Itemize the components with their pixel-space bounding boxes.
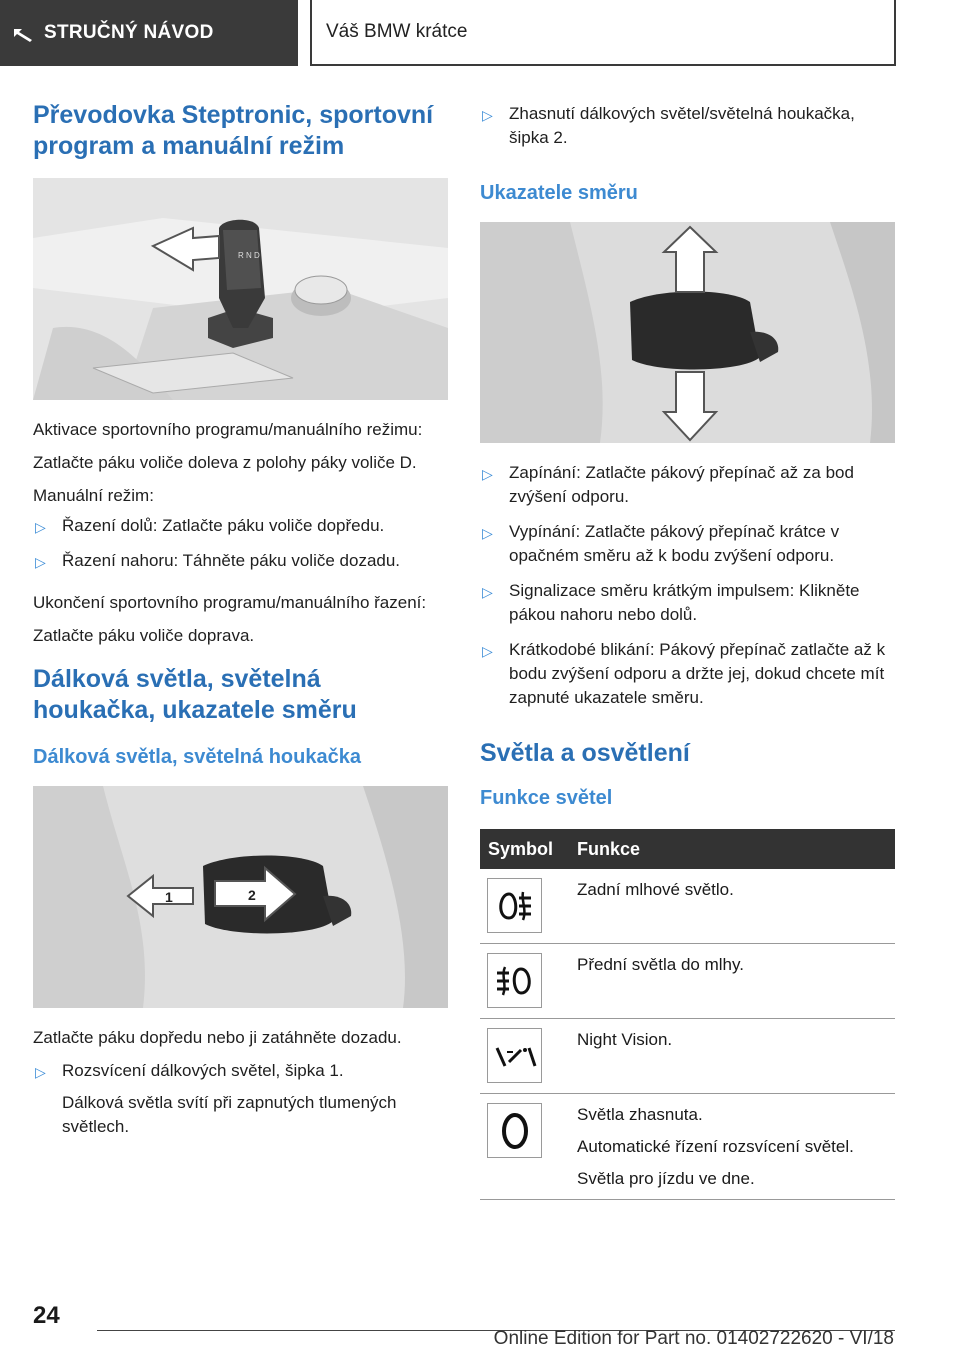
bullet-shift-down-text: Řazení dolů: Zatlačte páku voliče dopředu. (62, 516, 385, 535)
heading-lighting: Světla a osvětlení (480, 739, 690, 767)
bullet-triangle-icon: ▷ (482, 525, 493, 541)
bullet-triangle-icon: ▷ (35, 519, 46, 535)
table-row (480, 944, 895, 1019)
lights-off-icon (493, 1111, 537, 1151)
bullet-turn-off-text: Vypínání: Zatlačte pákový přepínač krátce v opačném směru až k bodu zvýšení odporu. (509, 522, 840, 565)
bullet-short-blink-text: Krátkodobé blikání: Pákový přepínač zatlačte až k bodu zvýšení odporu a držte jej, dokud chcete mít zapnuté ukazatele směru. (509, 640, 886, 707)
table-row (480, 1094, 895, 1200)
night-vision-icon (493, 1038, 537, 1074)
heading-lights: Dálková světla, světelná houkačka, ukazatele směru (33, 665, 357, 724)
front-fog-light-icon (493, 963, 537, 999)
svg-text:R N D: R N D (238, 251, 260, 260)
bullet-triangle-icon: ▷ (35, 554, 46, 570)
p-manual: Manuální režim: (33, 486, 154, 505)
function-cell (569, 1094, 895, 1200)
heading-steptronic: Převodovka Steptronic, sportovní program a manuální režim (33, 101, 434, 160)
p-push-right: Zatlačte páku voliče doprava. (33, 626, 255, 645)
edition-note: Online Edition for Part no. 01402722620 - VI/18 (493, 1328, 894, 1349)
quick-guide-icon (12, 27, 38, 43)
subheading-light-functions: Funkce světel (480, 787, 613, 809)
bullet-triangle-icon: ▷ (35, 1064, 46, 1080)
p-activation: Aktivace sportovního programu/manuálního režimu: (33, 420, 423, 439)
bullet-triangle-icon: ▷ (482, 643, 493, 659)
bullet-short-blink (480, 638, 895, 710)
page-number: 24 (33, 1302, 60, 1329)
bullet-flash-text: Zhasnutí dálkových světel/světelná houkačka, šipka 2. (509, 104, 855, 147)
high-beam-lever-image (33, 786, 448, 1008)
section-tab-label: STRUČNÝ NÁVOD (44, 22, 214, 43)
function-cell (569, 1019, 895, 1094)
function-text: Night Vision. (577, 1030, 673, 1049)
symbol-cell (480, 1094, 569, 1200)
bullet-shift-up-text: Řazení nahoru: Táhněte páku voliče dozadu. (62, 551, 401, 570)
function-text: Zadní mlhové světlo. (577, 880, 734, 899)
function-text: Světla pro jízdu ve dne. (577, 1169, 755, 1188)
bullet-flash (480, 102, 895, 150)
gear-selector-image (33, 178, 448, 400)
symbol-frame (487, 1028, 542, 1083)
p-lever: Zatlačte páku dopředu nebo ji zatáhněte dozadu. (33, 1028, 402, 1047)
right-column (480, 102, 895, 1200)
bullet-triangle-icon: ▷ (482, 584, 493, 600)
table-row (480, 1019, 895, 1094)
symbol-cell (480, 944, 569, 1019)
bullet-signal-text: Signalizace směru krátkým impulsem: Klikněte pákou nahoru nebo dolů. (509, 581, 860, 624)
p-deactivation: Ukončení sportovního programu/manuálního řazení: (33, 593, 427, 612)
left-column (33, 100, 448, 1139)
symbol-cell (480, 1019, 569, 1094)
rear-fog-light-icon (493, 888, 537, 924)
symbol-frame (487, 953, 542, 1008)
svg-text:2: 2 (248, 887, 256, 903)
function-cell (569, 944, 895, 1019)
bullet-turn-on (480, 461, 895, 509)
bullet-triangle-icon: ▷ (482, 107, 493, 123)
svg-text:1: 1 (165, 889, 173, 905)
bullet-turn-off (480, 520, 895, 568)
page-header (0, 0, 960, 66)
turn-signal-lever-image (480, 222, 895, 443)
col-symbol: Symbol (480, 829, 569, 869)
bullet-signal (480, 579, 895, 627)
heading-turn-signals: Ukazatele směru (480, 182, 638, 204)
subheading-high-beam: Dálková světla, světelná houkačka (33, 746, 361, 768)
section-tab (0, 0, 298, 66)
chapter-title-box (310, 0, 896, 66)
p-push-left: Zatlačte páku voliče doleva z polohy páky voliče D. (33, 453, 417, 472)
bullet-triangle-icon: ▷ (482, 466, 493, 482)
table-header-row (480, 829, 895, 869)
symbol-frame (487, 878, 542, 933)
bullet-turn-on-text: Zapínání: Zatlačte pákový přepínač až za bod zvýšení odporu. (509, 463, 854, 506)
function-text: Světla zhasnuta. (577, 1105, 703, 1124)
chapter-title: Váš BMW krátce (326, 21, 468, 42)
light-functions-table (480, 829, 895, 1200)
function-text: Automatické řízení rozsvícení světel. (577, 1137, 854, 1156)
bullet-high-beam (33, 1059, 448, 1083)
bullet-shift-down (33, 514, 448, 538)
bullet-shift-up (33, 549, 448, 573)
bullet-high-beam-text: Rozsvícení dálkových světel, šipka 1. (62, 1061, 344, 1080)
function-text: Přední světla do mlhy. (577, 955, 744, 974)
col-function: Funkce (569, 829, 895, 869)
symbol-cell (480, 869, 569, 944)
function-cell (569, 869, 895, 944)
note-high-beam: Dálková světla svítí při zapnutých tlumených světlech. (62, 1093, 397, 1136)
table-row (480, 869, 895, 944)
symbol-frame (487, 1103, 542, 1158)
